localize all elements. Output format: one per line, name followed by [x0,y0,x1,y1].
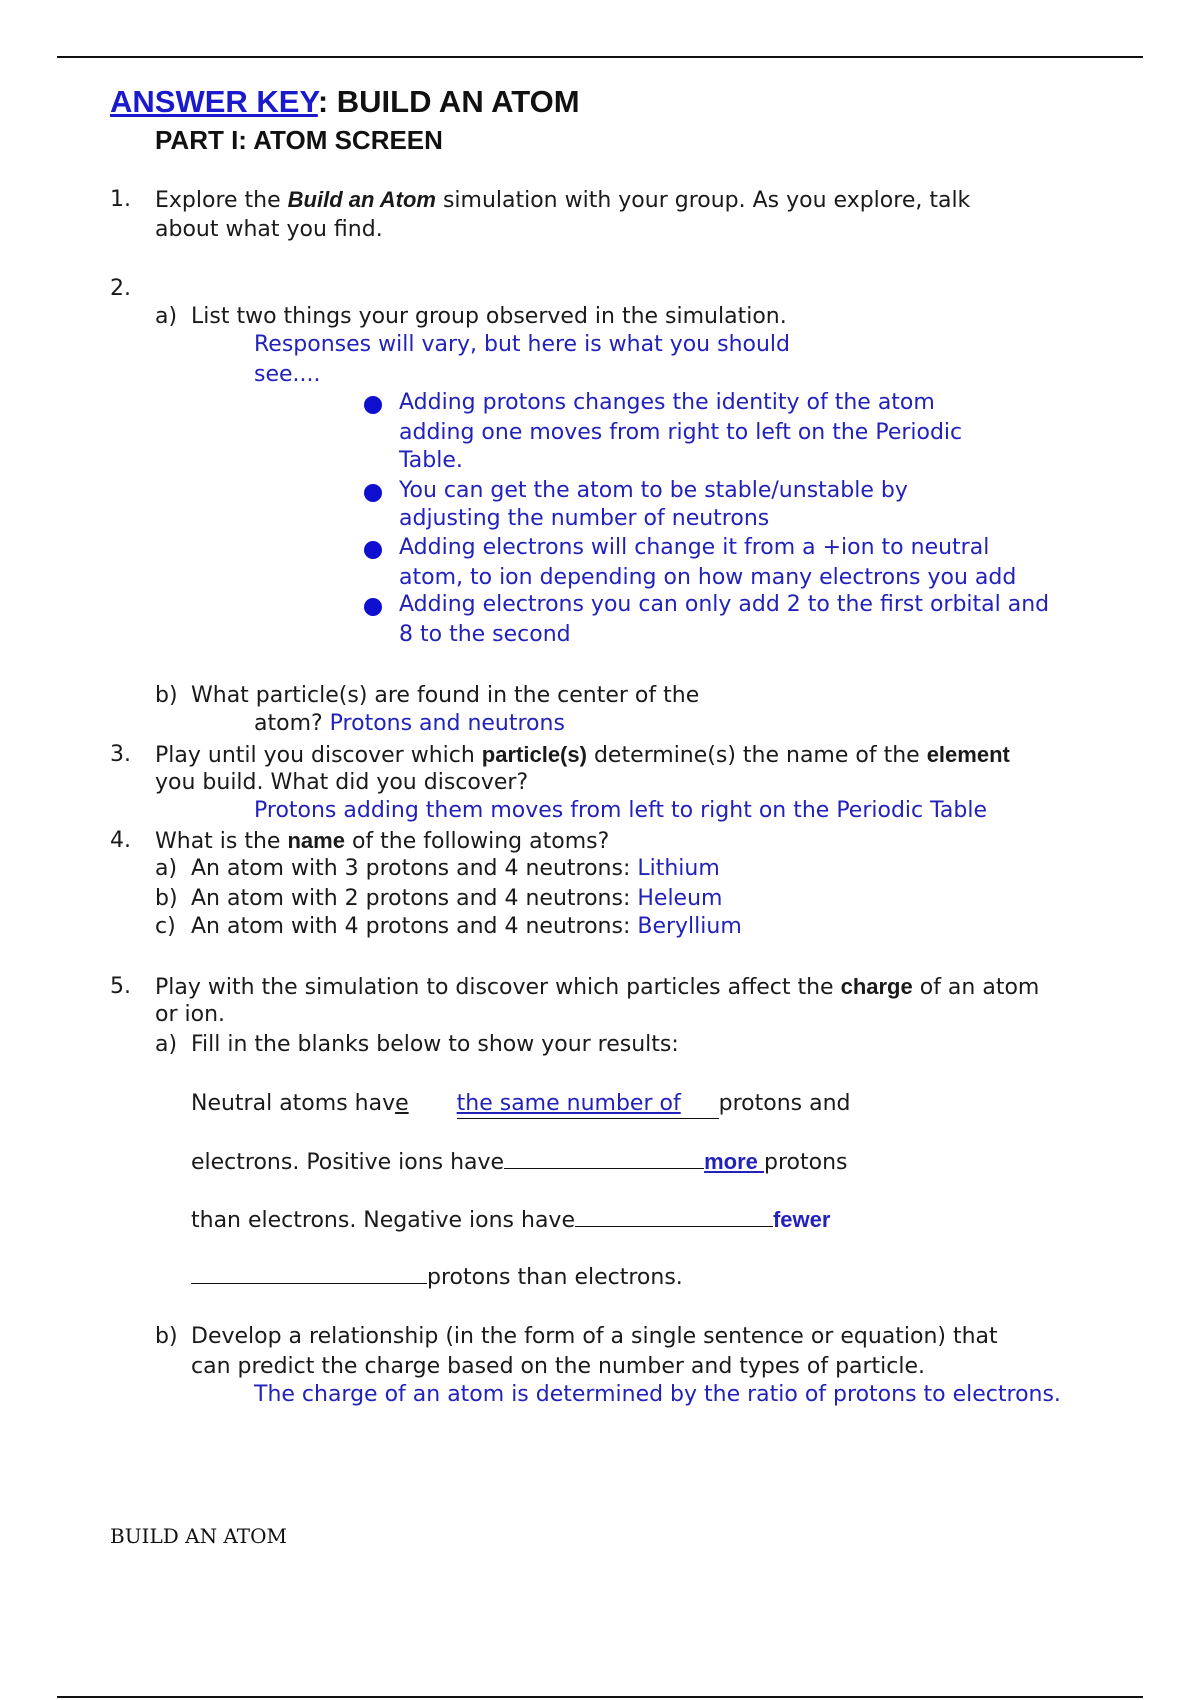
observation-item-line: atom, to ion depending on how many electrons you add [399,565,1017,590]
question-2b-label: b) [155,683,178,708]
fill-blank-line-3: than electrons. Negative ions have fewer [191,1207,831,1233]
question-4a-label: a) [155,856,178,881]
observation-item-line: adjusting the number of neutrons [399,506,770,531]
question-3-text: Play until you discover which particle(s) determine(s) the name of the element [155,742,1010,768]
answer-blank-neutral: the same number of [457,1090,719,1119]
question-2b-text-cont: atom? Protons and neutrons [254,711,565,736]
question-4-text: What is the name of the following atoms? [155,828,610,854]
bullet-icon [364,484,382,502]
question-4b-text: An atom with 2 protons and 4 neutrons: Heleum [191,886,723,911]
observation-item-line: 8 to the second [399,622,571,647]
observation-item: Adding electrons will change it from a +ion to neutral [399,535,990,560]
question-2b-text: What particle(s) are found in the center of the [191,683,700,708]
question-5-text-cont: or ion. [155,1002,226,1027]
observation-item: Adding protons changes the identity of the atom [399,390,935,415]
blank-underline [575,1208,773,1227]
answer-4a: Lithium [637,856,720,881]
question-3-number: 3. [110,742,131,767]
fill-blank-line-1: Neutral atoms have the same number ofprotons and [191,1090,851,1119]
answer-2b: Protons and neutrons [329,711,565,736]
question-2a-label: a) [155,304,178,329]
answer-2a-intro: Responses will vary, but here is what you should [254,332,790,357]
bullet-icon [364,598,382,616]
question-2a-text: List two things your group observed in the simulation. [191,304,787,329]
question-1-text-cont: about what you find. [155,217,383,242]
question-5-number: 5. [110,974,131,999]
answer-2a-intro-cont: see.... [254,362,321,387]
observation-item: Adding electrons you can only add 2 to the first orbital and [399,592,1050,617]
question-5b-label: b) [155,1324,178,1349]
title-text: : BUILD AN ATOM [317,84,580,119]
question-3-text-cont: you build. What did you discover? [155,770,529,795]
question-1-text: Explore the Build an Atom simulation with your group. As you explore, talk [155,187,971,213]
page-subtitle: PART I: ATOM SCREEN [155,125,443,155]
simulation-name: Build an Atom [287,187,436,212]
observation-item-line: Table. [399,448,463,473]
blank-underline [504,1150,704,1169]
question-5a-label: a) [155,1032,178,1057]
footer-text: BUILD AN ATOM [110,1524,287,1548]
answer-key-link[interactable]: ANSWER KEY [110,84,318,119]
top-rule [57,56,1143,58]
bullet-icon [364,541,382,559]
blank-underline [191,1265,427,1284]
question-4-number: 4. [110,828,131,853]
bullet-icon [364,396,382,414]
question-5b-text: Develop a relationship (in the form of a single sentence or equation) that [191,1324,998,1349]
answer-5b: The charge of an atom is determined by the ratio of protons to electrons. [254,1382,1061,1407]
answer-3: Protons adding them moves from left to right on the Periodic Table [254,798,988,823]
observation-item-line: adding one moves from right to left on the Periodic [399,420,963,445]
question-4c-label: c) [155,914,176,939]
question-4a-text: An atom with 3 protons and 4 neutrons: Lithium [191,856,720,881]
bottom-rule [57,1696,1143,1698]
fill-blank-line-4: protons than electrons. [191,1264,683,1292]
fill-blank-line-2: electrons. Positive ions have more protons [191,1149,848,1175]
question-5-text: Play with the simulation to discover which particles affect the charge of an atom [155,974,1040,1000]
answer-4c: Beryllium [637,914,742,939]
question-2-number: 2. [110,276,131,301]
question-4c-text: An atom with 4 protons and 4 neutrons: Beryllium [191,914,742,939]
answer-4b: Heleum [637,886,723,911]
answer-blank-positive: more [704,1149,764,1174]
question-1-number: 1. [110,187,131,212]
page-title [110,84,580,120]
question-5b-text-cont: can predict the charge based on the number and types of particle. [191,1354,926,1379]
question-4b-label: b) [155,886,178,911]
observation-item: You can get the atom to be stable/unstable by [399,478,908,503]
answer-blank-negative: fewer [772,1207,831,1232]
question-5a-text: Fill in the blanks below to show your results: [191,1032,679,1057]
